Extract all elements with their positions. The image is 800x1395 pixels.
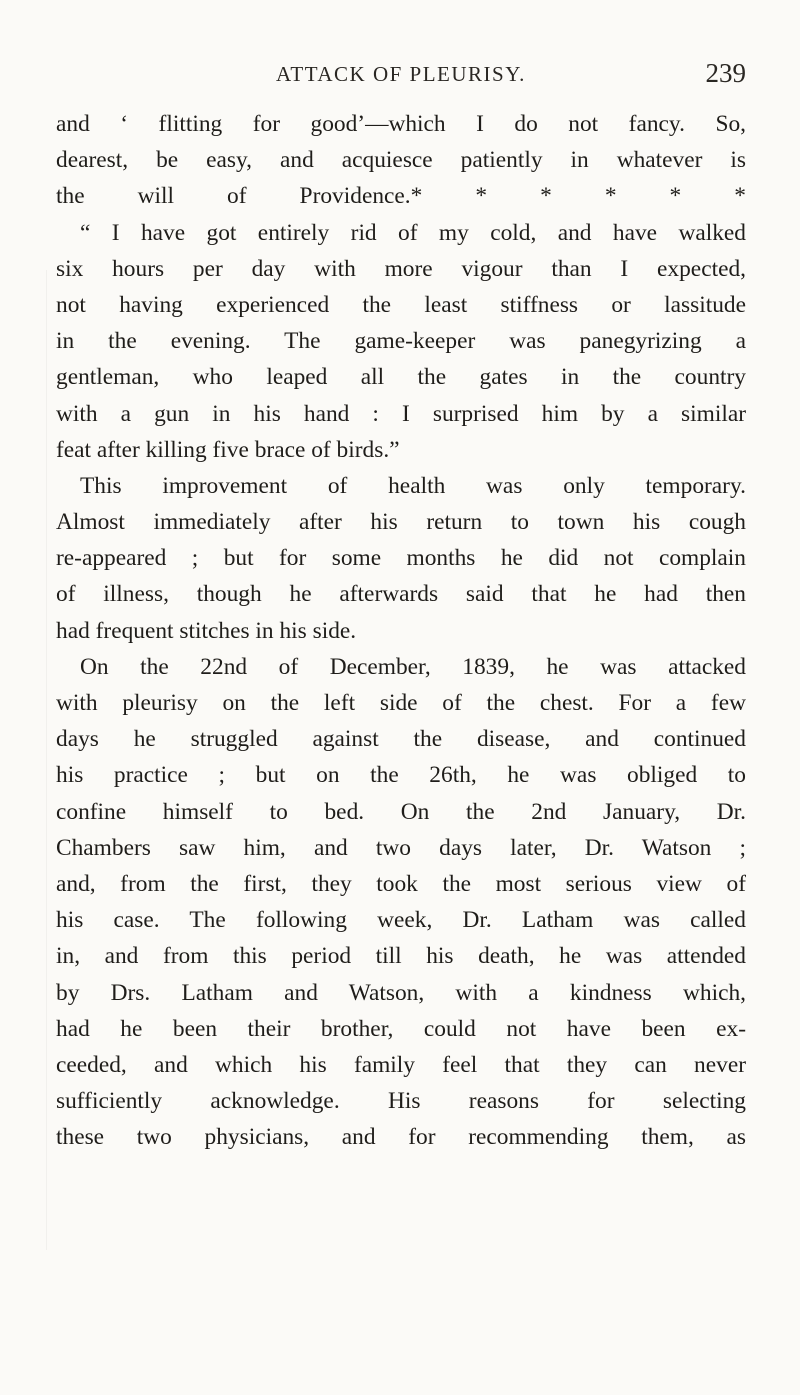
text-line: Chambers saw him, and two days later, Dr. Watson ; [56,834,746,861]
text-line: had he been their brother, could not have been ex- [56,1015,746,1042]
text-line: Almost immediately after his return to town his cough [56,509,746,536]
text-line: and ‘ flitting for good’—which I do not fancy. So, [56,111,746,137]
text-line: with pleurisy on the left side of the chest. For a few [56,690,746,716]
page-number: 239 [705,58,746,88]
text-line: On the 22nd of December, 1839, he was attacked [80,653,746,680]
page-shadow [46,270,47,1250]
text-line: not having experienced the least stiffness or lassitude [56,291,746,318]
text-line: dearest, be easy, and acquiesce patiently in whatever is [56,147,746,174]
running-title: ATTACK OF PLEURISY. [276,62,526,86]
text-line: with a gun in his hand : I surprised him by a similar [56,400,746,427]
text-line: in, and from this period till his death, he was attended [56,943,746,970]
text-line: these two physicians, and for recommending them, as [56,1124,746,1151]
text-line: his practice ; but on the 26th, he was obliged to [56,762,746,789]
text-line: sufficiently acknowledge. His reasons for selecting [56,1088,746,1115]
text-line: by Drs. Latham and Watson, with a kindness which, [56,979,746,1006]
body-text [56,106,746,1155]
text-line: of illness, though he afterwards said that he had then [56,581,746,608]
text-line: gentleman, who leaped all the gates in the country [56,364,746,391]
text-line: days he struggled against the disease, and continued [56,726,746,753]
text-line: his case. The following week, Dr. Latham was called [56,907,746,934]
text-line: had frequent stitches in his side. [56,617,357,644]
text-line: ceeded, and which his family feel that they can never [56,1051,746,1078]
text-line: “ I have got entirely rid of my cold, and have walked [80,219,746,246]
text-line: confine himself to bed. On the 2nd January, Dr. [56,798,746,825]
text-line: six hours per day with more vigour than I expected, [56,255,746,282]
text-line: This improvement of health was only temporary. [80,472,746,499]
text-line: in the evening. The game-keeper was panegyrizing a [56,328,746,355]
text-line: and, from the first, they took the most serious view of [56,870,746,897]
text-line: re-appeared ; but for some months he did not complain [56,545,746,572]
text-line: feat after killing five brace of birds.” [56,436,400,463]
page-header [56,58,746,102]
text-line: the will of Providence.* * * * * * [56,183,746,210]
